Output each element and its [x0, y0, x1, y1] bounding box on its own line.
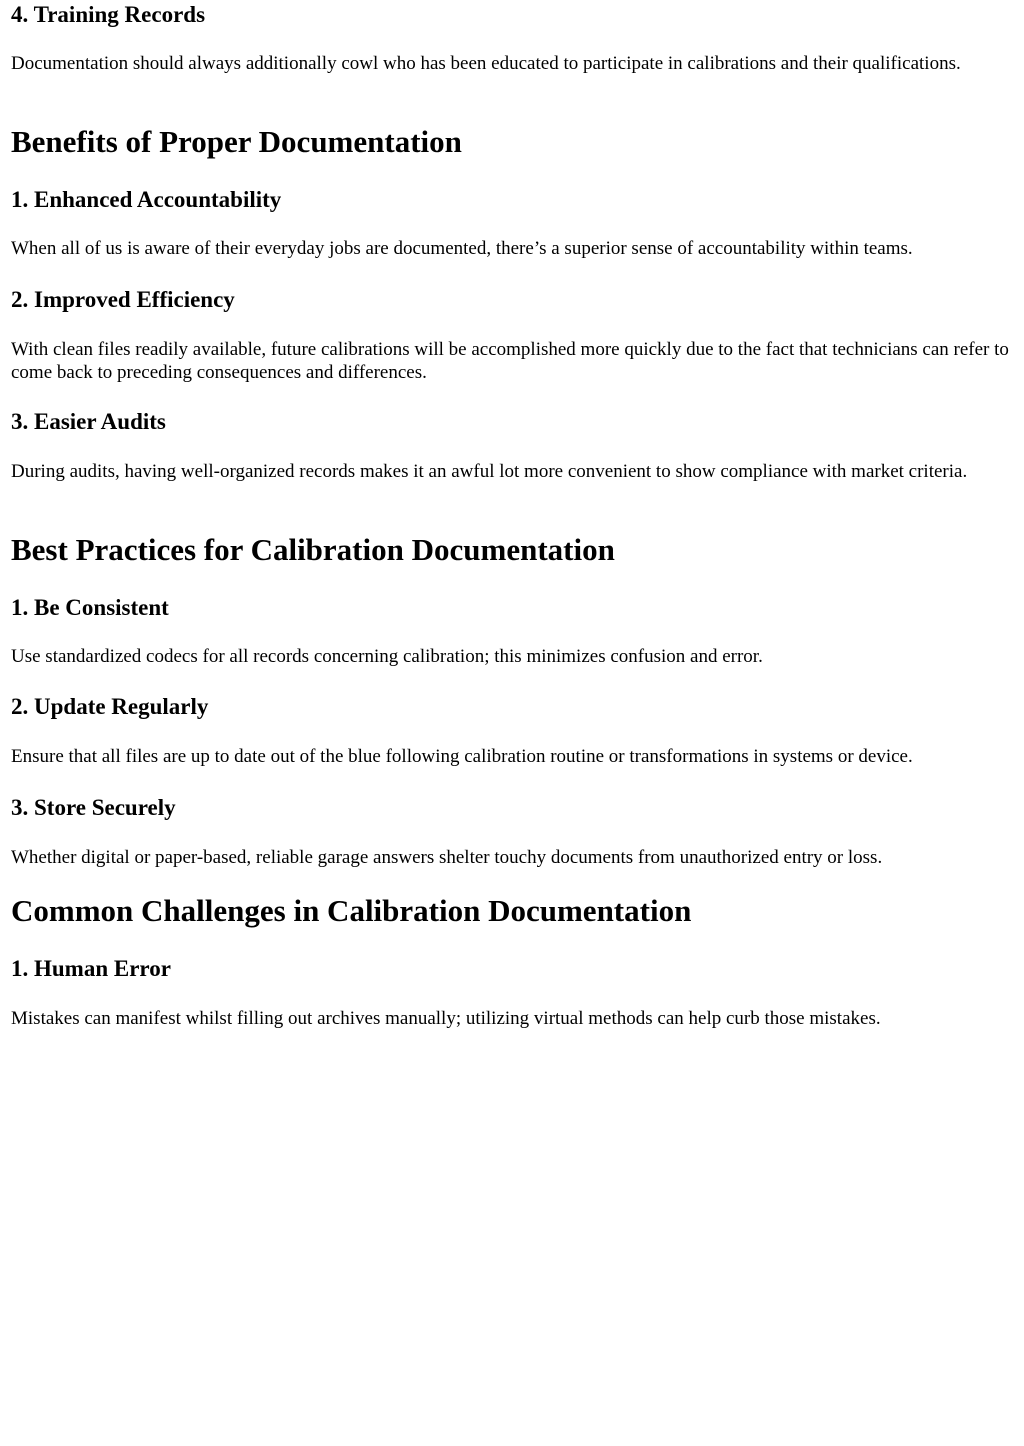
paragraph-be-consistent: Use standardized codecs for all records concerning calibration; this minimizes confusion and error. — [11, 646, 763, 667]
subheading-be-consistent: 1. Be Consistent — [11, 595, 169, 620]
paragraph-improved-efficiency: With clean files readily available, future calibrations will be accomplished more quickly due to the fact that technicians can refer to come back to preceding consequences and differences. — [11, 339, 1009, 383]
subheading-update-regularly: 2. Update Regularly — [11, 694, 209, 719]
section-title-best-practices: Best Practices for Calibration Documentation — [11, 532, 615, 567]
subheading-enhanced-accountability: 1. Enhanced Accountability — [11, 187, 282, 212]
subheading-improved-efficiency: 2. Improved Efficiency — [11, 287, 235, 312]
paragraph-store-securely: Whether digital or paper-based, reliable garage answers shelter touchy documents from unauthorized entry or loss. — [11, 847, 883, 868]
paragraph-human-error: Mistakes can manifest whilst filling out archives manually; utilizing virtual methods can help curb those mistakes. — [11, 1008, 881, 1029]
section-title-common-challenges: Common Challenges in Calibration Documentation — [11, 893, 692, 928]
paragraph-easier-audits: During audits, having well-organized records makes it an awful lot more convenient to show compliance with market criteria. — [11, 461, 968, 482]
subheading-store-securely: 3. Store Securely — [11, 795, 176, 820]
paragraph-update-regularly: Ensure that all files are up to date out of the blue following calibration routine or transformations in systems or device. — [11, 746, 913, 767]
section-title-benefits: Benefits of Proper Documentation — [11, 124, 462, 159]
section-heading-training-records: 4. Training Records — [11, 2, 206, 27]
paragraph-training-records: Documentation should always additionally cowl who has been educated to participate in calibrations and their qualifications. — [11, 53, 961, 74]
paragraph-enhanced-accountability: When all of us is aware of their everyday jobs are documented, there’s a superior sense of accountability within teams. — [11, 238, 913, 259]
subheading-easier-audits: 3. Easier Audits — [11, 409, 166, 434]
subheading-human-error: 1. Human Error — [11, 956, 171, 981]
